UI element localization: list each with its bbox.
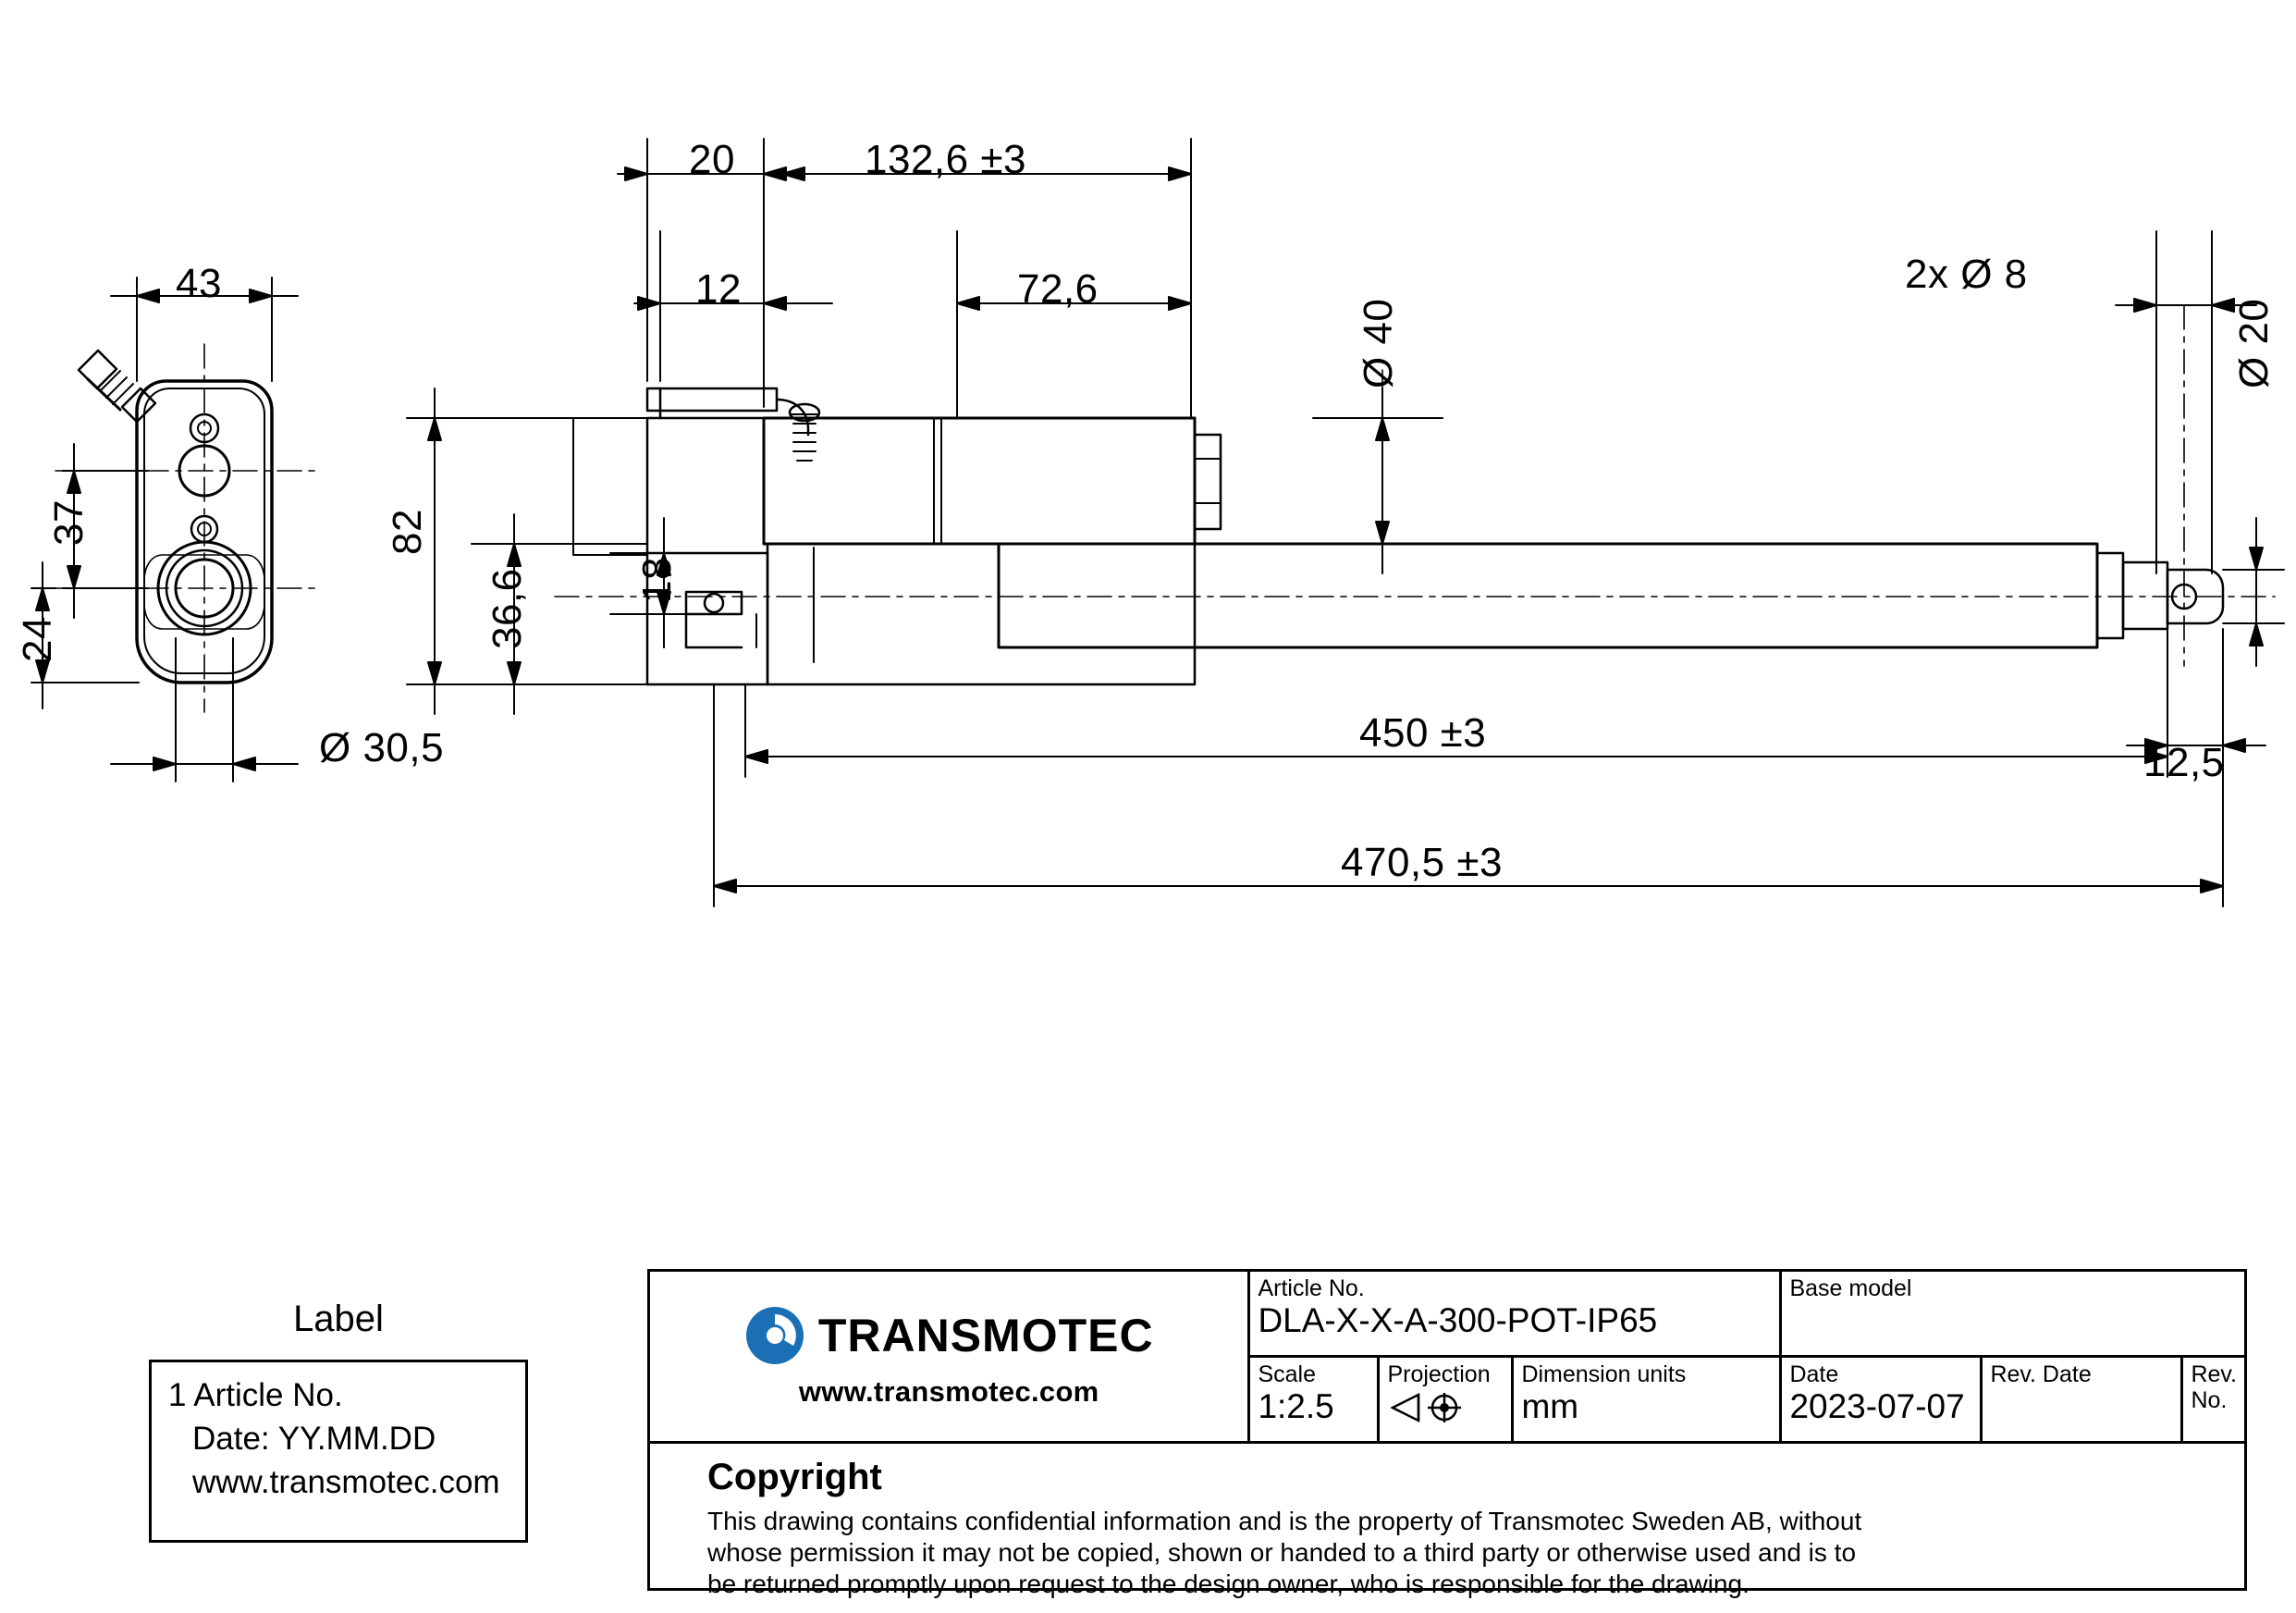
scale-caption: Scale bbox=[1258, 1361, 1316, 1387]
scale-cell bbox=[1250, 1358, 1380, 1441]
dim-12-5: 12,5 bbox=[2143, 740, 2225, 785]
copyright-line-2: whose permission it may not be copied, shown or handed to a third party or otherwise used and is to bbox=[707, 1538, 1857, 1567]
dim-37: 37 bbox=[46, 499, 92, 546]
date-cell bbox=[1782, 1358, 1983, 1441]
dim-18: 18 bbox=[634, 557, 680, 603]
label-line-website: www.transmotec.com bbox=[192, 1464, 500, 1500]
dim-dia-40: Ø 40 bbox=[1356, 298, 1401, 388]
copyright-line-3: be returned promptly upon request to the design owner, who is responsible for the drawing. bbox=[707, 1570, 1750, 1598]
dimension-units-cell bbox=[1514, 1358, 1779, 1441]
article-and-scale-group bbox=[1250, 1272, 1782, 1441]
copyright-heading: Copyright bbox=[707, 1457, 882, 1497]
dim-30-5: Ø 30,5 bbox=[319, 725, 445, 770]
dim-82: 82 bbox=[385, 509, 430, 555]
projection-cell bbox=[1380, 1358, 1514, 1441]
first-angle-projection-icon bbox=[1387, 1389, 1504, 1431]
title-block-upper bbox=[650, 1272, 2244, 1444]
label-block-title: Label bbox=[293, 1299, 384, 1339]
base-model-caption: Base model bbox=[1789, 1275, 1912, 1301]
dim-12: 12 bbox=[695, 266, 742, 312]
label-line-article-no: 1 Article No. bbox=[168, 1377, 343, 1413]
base-model-and-revision-group bbox=[1782, 1272, 2244, 1441]
date-caption: Date bbox=[1789, 1361, 1839, 1387]
transmotec-logo-icon bbox=[744, 1305, 805, 1366]
article-no-caption: Article No. bbox=[1258, 1275, 1365, 1301]
dim-20: 20 bbox=[689, 137, 735, 182]
company-logo-cell bbox=[650, 1272, 1250, 1441]
rev-no-cell bbox=[2183, 1358, 2244, 1441]
dim-470-5: 470,5 ±3 bbox=[1341, 840, 1503, 885]
dim-24: 24 bbox=[15, 616, 60, 662]
dim-72-6: 72,6 bbox=[1017, 266, 1099, 312]
dim-2x-dia-8: 2x Ø 8 bbox=[1905, 252, 2028, 297]
title-block bbox=[647, 1269, 2247, 1598]
scale-value: 1:2.5 bbox=[1258, 1387, 1334, 1425]
company-website: www.transmotec.com bbox=[798, 1374, 1099, 1408]
date-revision-row bbox=[1782, 1358, 2244, 1441]
copyright-line-1: This drawing contains confidential information and is the property of Transmotec Sweden AB, without bbox=[707, 1507, 1862, 1535]
base-model-cell bbox=[1782, 1272, 2244, 1358]
date-value: 2023-07-07 bbox=[1789, 1387, 1965, 1425]
label-block bbox=[149, 1360, 528, 1543]
projection-caption: Projection bbox=[1387, 1361, 1491, 1387]
article-no-value: DLA-X-X-A-300-POT-IP65 bbox=[1258, 1301, 1658, 1339]
dim-36-6: 36,6 bbox=[485, 568, 530, 649]
rev-no-caption: Rev. No. bbox=[2191, 1361, 2237, 1413]
dim-450: 450 ±3 bbox=[1359, 710, 1487, 756]
company-name: TRANSMOTEC bbox=[817, 1309, 1154, 1361]
dimension-units-caption: Dimension units bbox=[1521, 1361, 1687, 1387]
article-no-cell bbox=[1250, 1272, 1779, 1358]
label-line-date: Date: YY.MM.DD bbox=[192, 1421, 436, 1457]
rev-date-cell bbox=[1983, 1358, 2183, 1441]
copyright-section bbox=[650, 1444, 2244, 1613]
scale-projection-units-row bbox=[1250, 1358, 1779, 1441]
dimension-units-value: mm bbox=[1521, 1387, 1579, 1425]
dim-dia-20: Ø 20 bbox=[2231, 298, 2277, 388]
dim-43: 43 bbox=[176, 261, 222, 306]
dim-132-6: 132,6 ±3 bbox=[865, 137, 1026, 182]
rev-date-caption: Rev. Date bbox=[1990, 1361, 2092, 1387]
